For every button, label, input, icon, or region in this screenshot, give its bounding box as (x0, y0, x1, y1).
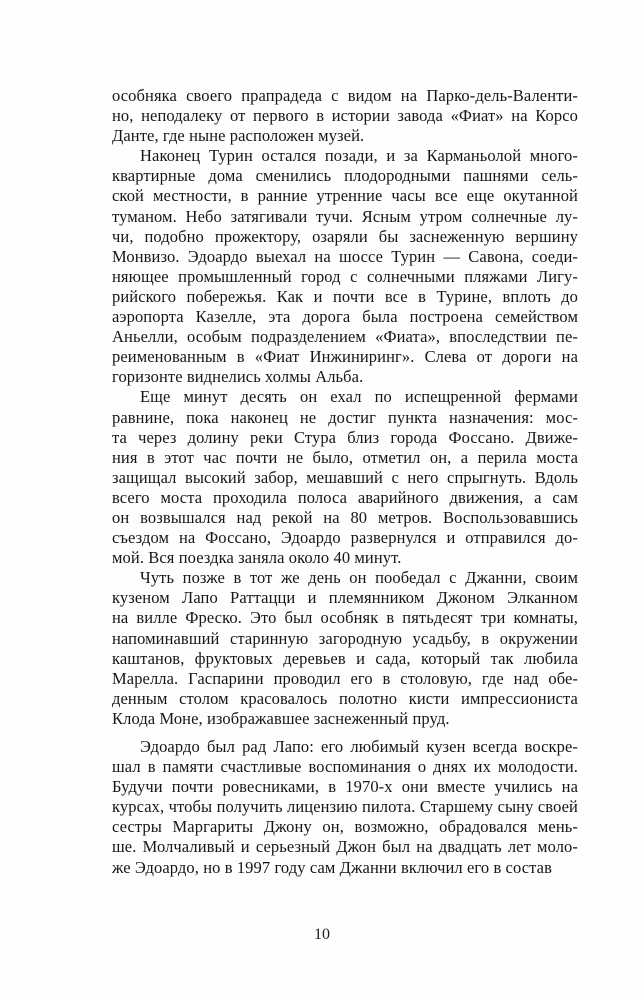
text-line: шал в памяти счастливые воспоминания о днях их молодости. (112, 757, 578, 777)
text-line: няющее промышленный город с солнечными пляжами Лигу- (112, 266, 578, 286)
text-line: но, неподалеку от первого в истории завода «Фиат» на Корсо (112, 106, 578, 126)
text-line: особняка своего прапрадеда с видом на Парко-дель-Валенти- (112, 86, 578, 105)
text-line: рийского побережья. Как и почти все в Турине, вплоть до (112, 286, 578, 306)
text-line: реименованным в «Фиат Инжиниринг». Слева от дороги на (112, 347, 578, 367)
text-line: сестры Маргариты Джону он, возможно, обрадовался мень- (112, 817, 578, 837)
page-number: 10 (314, 926, 330, 943)
text-line: чи, подобно прожектору, озаряли бы заснеженную вершину (112, 226, 578, 246)
text-line: аэропорта Казелле, эта дорога была построена семейством (112, 307, 578, 327)
text-line: Эдоардо был рад Лапо: его любимый кузен всегда воскре- (140, 737, 578, 756)
text-line: денным столом красовалось полотно кисти импрессиониста (112, 688, 578, 708)
text-line: равнине, пока наконец не достиг пункта назначения: мос- (112, 407, 578, 427)
paragraph (112, 146, 578, 387)
text-line: на вилле Фреско. Это был особняк в пятьдесят три комнаты, (112, 608, 578, 628)
text-line: Наконец Турин остался позади, и за Карманьолой много- (140, 146, 578, 166)
text-line: защищал высокий забор, мешавший с него спрыгнуть. Вдоль (112, 467, 578, 487)
text-line: Марелла. Гаспарини проводил его в столовую, где над обе- (112, 668, 578, 688)
paragraph (112, 86, 578, 146)
text-line: напоминавший старинную загородную усадьбу, в окружении (112, 628, 578, 648)
text-line: Аньелли, особым подразделением «Фиата», впоследствии пе- (112, 327, 578, 347)
paragraph (112, 737, 578, 878)
text-line: ше. Молчаливый и серьезный Джон был на двадцать лет моло- (112, 837, 578, 857)
paragraph (112, 387, 578, 568)
text-line: съездом на Фоссано, Эдоардо развернулся и отправился до- (112, 528, 578, 548)
text-line: Клода Моне, изображавшее заснеженный пруд. (112, 708, 450, 728)
text-line: та через долину реки Стура близ города Фоссано. Движе- (112, 427, 578, 447)
text-line: ской местности, в ранние утренние часы все еще окутанной (112, 186, 578, 206)
text-line: каштанов, фруктовых деревьев и сада, который так любила (112, 648, 578, 668)
text-line: Данте, где ныне расположен музей. (112, 126, 365, 146)
text-line: он возвышался над рекой на 80 метров. Воспользовавшись (112, 507, 578, 527)
text-line: кузеном Лапо Раттацци и племянником Джоном Элканном (112, 588, 578, 608)
text-line: же Эдоардо, но в 1997 году сам Джанни включил его в состав (112, 857, 552, 877)
text-line: Монвизо. Эдоардо выехал на шоссе Турин — Савона, соеди- (112, 246, 578, 266)
paragraph (112, 568, 578, 729)
text-line: мой. Вся поездка заняла около 40 минут. (112, 548, 402, 568)
text-line: курсах, чтобы получить лицензию пилота. Старшему сыну своей (112, 797, 578, 817)
text-line: Еще минут десять он ехал по испещренной фермами (140, 387, 578, 407)
text-line: квартирные дома сменились плодородными пашнями сель- (112, 166, 578, 186)
text-block (112, 86, 578, 878)
text-line: ния в этот час почти не было, отметил он, а перила моста (112, 447, 578, 467)
text-line: Будучи почти ровесниками, в 1970-х они вместе учились на (112, 777, 578, 797)
text-line: горизонте виднелись холмы Альба. (112, 367, 364, 387)
text-line: туманом. Небо затягивали тучи. Ясным утром солнечные лу- (112, 206, 578, 226)
text-line: Чуть позже в тот же день он пообедал с Джанни, своим (140, 568, 578, 588)
text-line: всего моста проходила полоса аварийного движения, а сам (112, 487, 578, 507)
